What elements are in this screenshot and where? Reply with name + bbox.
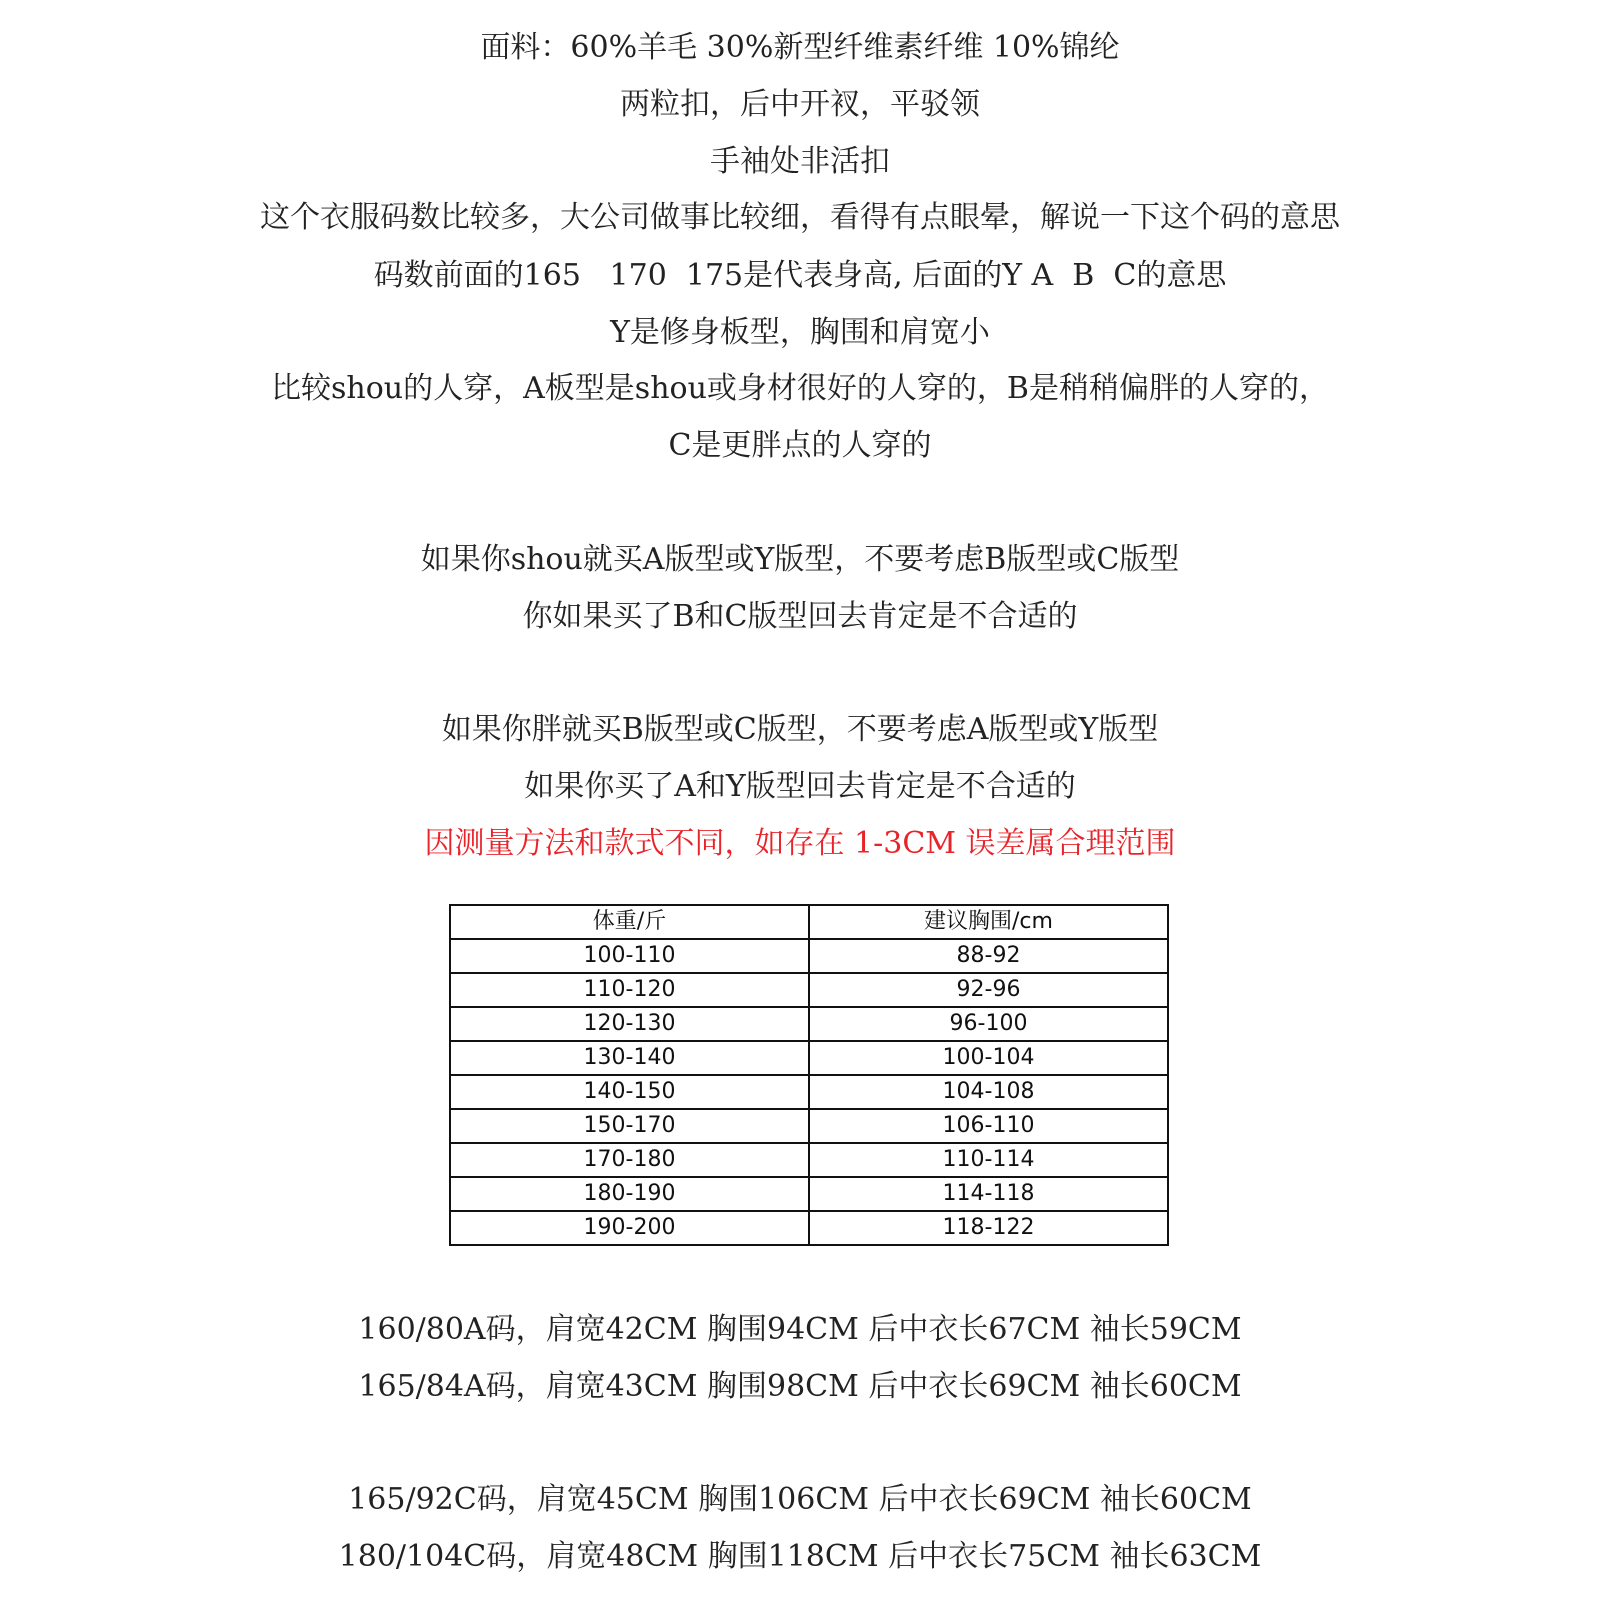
weight-cell: 100-110 (450, 939, 809, 973)
chest-cell: 104-108 (809, 1075, 1168, 1109)
chest-column-header: 建议胸围/cm (809, 905, 1168, 939)
fat-advice-line: 如果你胖就买B版型或C版型，不要考虑A版型或Y版型 (441, 712, 1159, 747)
size-spec-160-80a: 160/80A码，肩宽42CM 胸围94CM 后中衣长67CM 袖长59CM (358, 1312, 1242, 1347)
size-explanation-intro: 这个衣服码数比较多，大公司做事比较细，看得有点眼晕，解说一下这个码的意思 (260, 200, 1340, 235)
table-row (450, 1143, 1168, 1177)
fabric-line: 面料：60%羊毛 30%新型纤维素纤维 10%锦纶 (480, 30, 1120, 65)
chest-cell: 110-114 (809, 1143, 1168, 1177)
button-style-line: 两粒扣，后中开衩，平驳领 (620, 87, 980, 122)
weight-cell: 170-180 (450, 1143, 809, 1177)
table-row (450, 1109, 1168, 1143)
weight-column-header: 体重/斤 (450, 905, 809, 939)
chest-cell: 96-100 (809, 1007, 1168, 1041)
weight-cell: 150-170 (450, 1109, 809, 1143)
weight-chest-table (449, 904, 1169, 1246)
table-row (450, 1041, 1168, 1075)
measurement-tolerance-notice: 因测量方法和款式不同，如存在 1-3CM 误差属合理范围 (424, 826, 1176, 861)
y-fit-line: Y是修身板型，胸围和肩宽小 (610, 315, 990, 350)
table-row (450, 973, 1168, 1007)
weight-cell: 110-120 (450, 973, 809, 1007)
thin-warning-line: 你如果买了B和C版型回去肯定是不合适的 (522, 599, 1078, 634)
weight-cell: 130-140 (450, 1041, 809, 1075)
c-fit-line: C是更胖点的人穿的 (668, 428, 932, 463)
fit-types-line: 比较shou的人穿，A板型是shou或身材很好的人穿的，B是稍稍偏胖的人穿的， (271, 371, 1329, 406)
weight-cell: 140-150 (450, 1075, 809, 1109)
size-spec-165-92c: 165/92C码，肩宽45CM 胸围106CM 后中衣长69CM 袖长60CM (348, 1482, 1252, 1517)
weight-cell: 190-200 (450, 1211, 809, 1245)
height-code-line: 码数前面的165 170 175是代表身高, 后面的Y A B C的意思 (373, 258, 1227, 293)
table-row (450, 1007, 1168, 1041)
size-spec-180-104c: 180/104C码，肩宽48CM 胸围118CM 后中衣长75CM 袖长63CM (338, 1539, 1262, 1574)
fat-warning-line: 如果你买了A和Y版型回去肯定是不合适的 (524, 769, 1076, 804)
table-row (450, 1177, 1168, 1211)
table-row (450, 1211, 1168, 1245)
chest-cell: 114-118 (809, 1177, 1168, 1211)
size-spec-165-84a: 165/84A码，肩宽43CM 胸围98CM 后中衣长69CM 袖长60CM (358, 1369, 1242, 1404)
weight-cell: 180-190 (450, 1177, 809, 1211)
table-row (450, 939, 1168, 973)
chest-cell: 92-96 (809, 973, 1168, 1007)
chest-cell: 118-122 (809, 1211, 1168, 1245)
chest-cell: 88-92 (809, 939, 1168, 973)
table-row (450, 1075, 1168, 1109)
thin-advice-line: 如果你shou就买A版型或Y版型，不要考虑B版型或C版型 (420, 542, 1180, 577)
chest-cell: 106-110 (809, 1109, 1168, 1143)
weight-cell: 120-130 (450, 1007, 809, 1041)
sleeve-button-line: 手袖处非活扣 (710, 144, 890, 179)
chest-cell: 100-104 (809, 1041, 1168, 1075)
table-header-row (450, 905, 1168, 939)
